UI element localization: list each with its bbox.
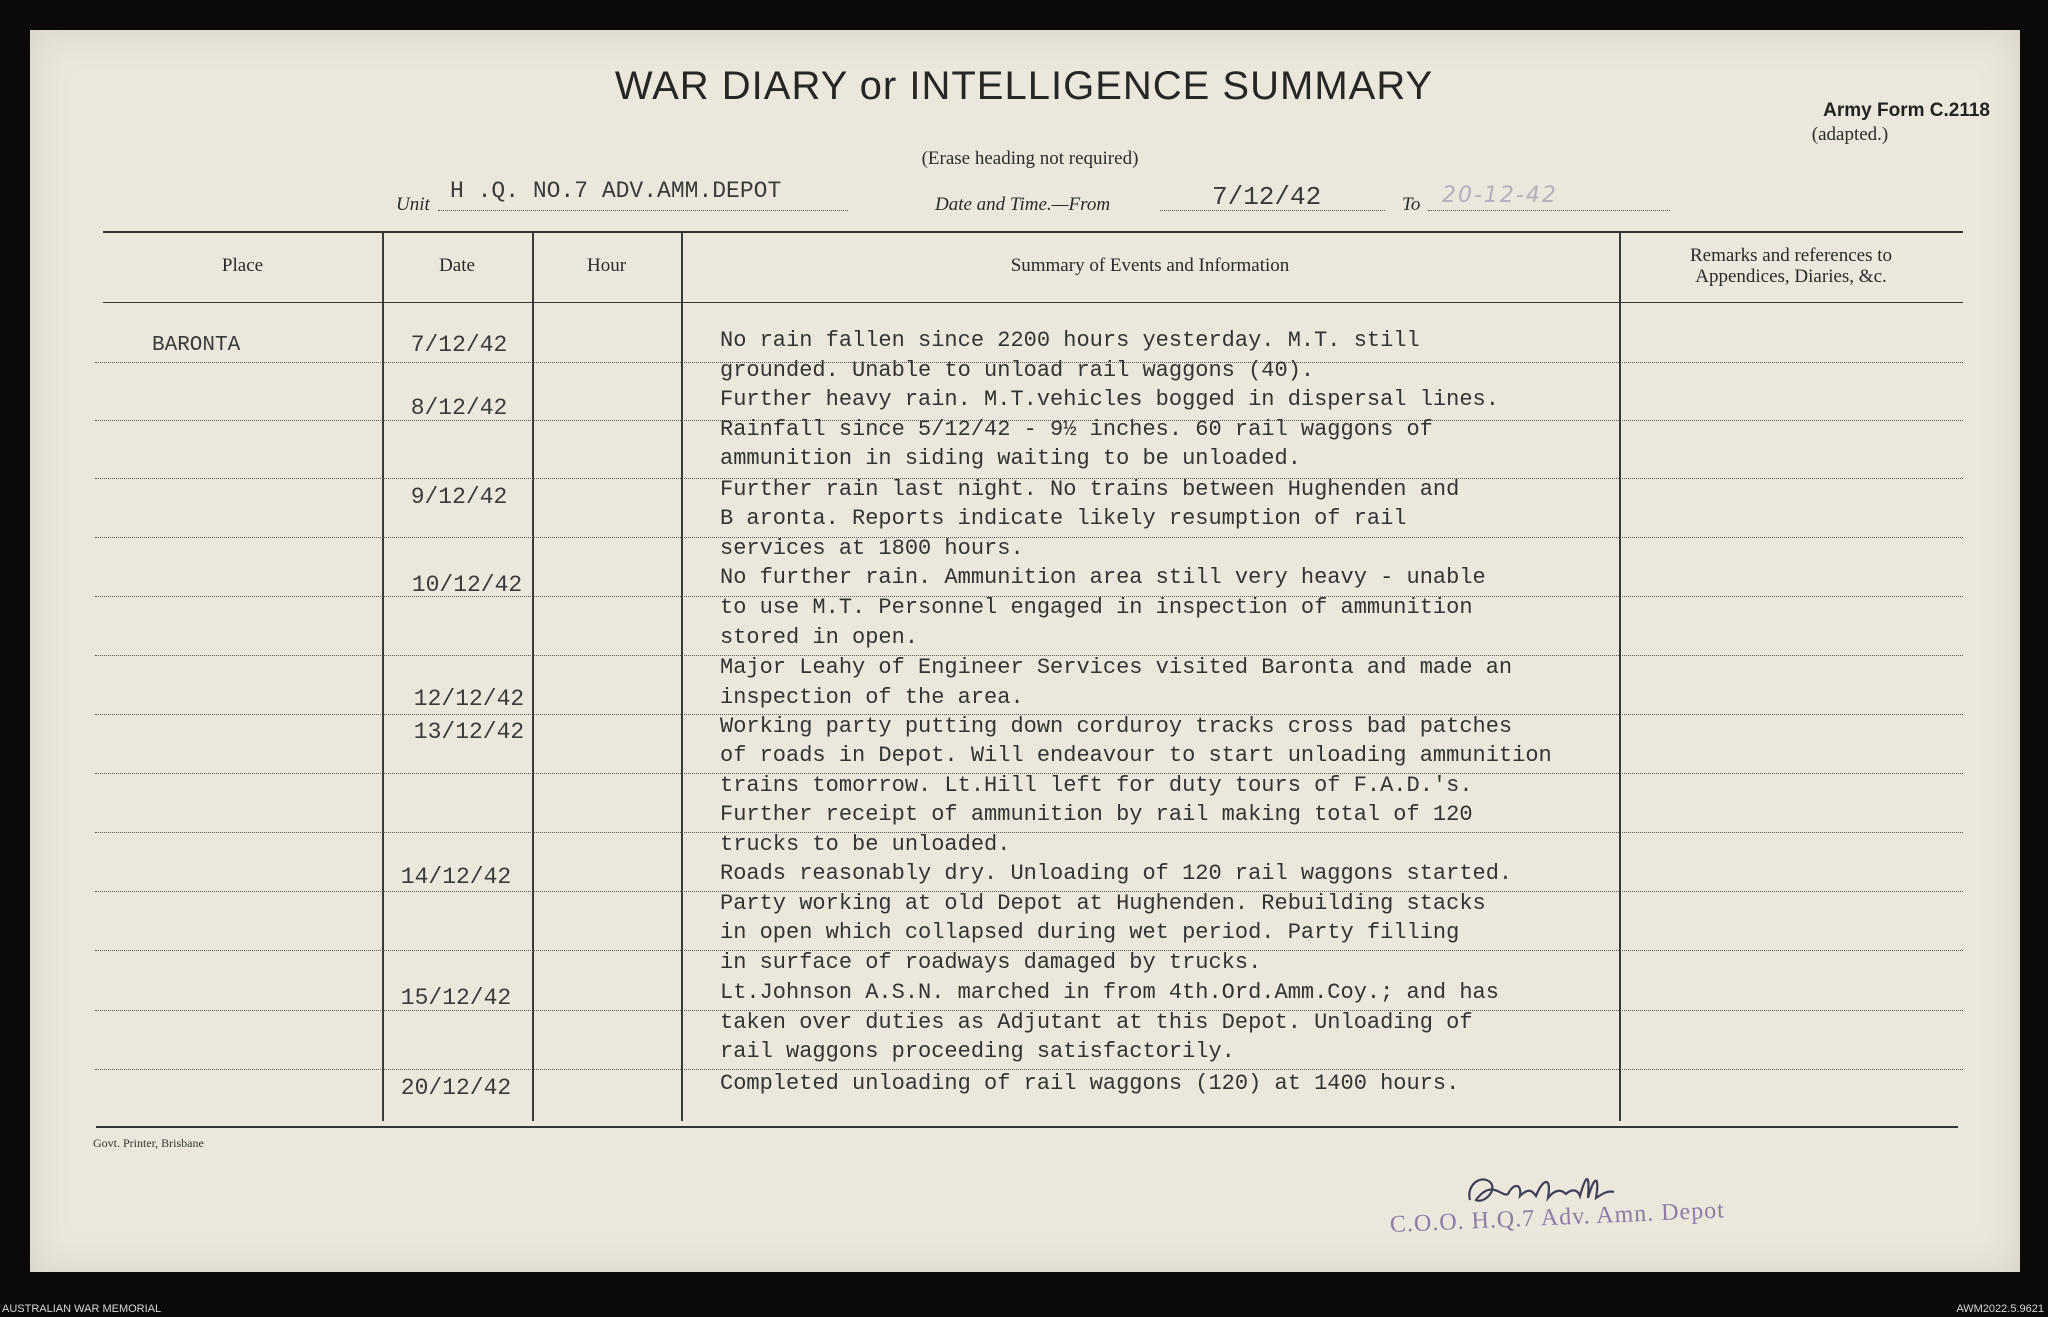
summary-line: inspection of the area. [720, 685, 1024, 710]
col-header-place: Place [221, 255, 264, 276]
col-header-date: Date [439, 255, 475, 276]
summary-line: No further rain. Ammunition area still very heavy - unable [720, 565, 1486, 590]
to-underline [1428, 210, 1670, 211]
summary-line: Further rain last night. No trains between Hughenden and [720, 477, 1460, 502]
form-number: Army Form C.2118 [1823, 100, 1990, 121]
summary-line: grounded. Unable to unload rail waggons (40). [720, 358, 1315, 383]
summary-line: rail waggons proceeding satisfactorily. [720, 1039, 1235, 1064]
summary-line: Party working at old Depot at Hughenden. Rebuilding stacks [720, 891, 1486, 916]
summary-line: B aronta. Reports indicate likely resumption of rail [720, 506, 1407, 531]
row-rule [95, 832, 1963, 833]
col-divider-hour [681, 231, 683, 1121]
summary-line: Further receipt of ammunition by rail making total of 120 [720, 802, 1473, 827]
entry-date: 10/12/42 [411, 572, 523, 598]
form-adapted-note: (adapted.) [1811, 124, 1889, 145]
row-rule [95, 537, 1963, 538]
summary-line: No rain fallen since 2200 hours yesterday. M.T. still [720, 328, 1420, 353]
col-divider-date [532, 231, 534, 1121]
summary-line: ammunition in siding waiting to be unloaded. [720, 446, 1301, 471]
entry-date: 9/12/42 [410, 484, 508, 510]
summary-line: of roads in Depot. Will endeavour to start unloading ammunition [720, 743, 1552, 768]
summary-line: trucks to be unloaded. [720, 832, 1011, 857]
summary-line: Working party putting down corduroy tracks cross bad patches [720, 714, 1513, 739]
to-label: To [1402, 194, 1421, 215]
printer-imprint: Govt. Printer, Brisbane [93, 1136, 204, 1150]
summary-line: Completed unloading of rail waggons (120) at 1400 hours. [720, 1071, 1460, 1096]
archive-credit: AUSTRALIAN WAR MEMORIAL [2, 1303, 162, 1315]
col-header-summary: Summary of Events and Information [1010, 255, 1290, 276]
summary-line: Major Leahy of Engineer Services visited Baronta and made an [720, 655, 1513, 680]
entry-date: 20/12/42 [400, 1075, 512, 1101]
unit-stamp: C.O.O. H.Q.7 Adv. Amn. Depot [1389, 1197, 1726, 1238]
unit-label: Unit [396, 194, 430, 215]
place-value: BARONTA [152, 334, 241, 357]
row-rule [95, 1069, 1963, 1070]
entry-date: 13/12/42 [413, 719, 525, 745]
col-header-hour: Hour [586, 255, 627, 276]
summary-line: to use M.T. Personnel engaged in inspection of ammunition [720, 595, 1473, 620]
erase-note: (Erase heading not required) [921, 148, 1139, 169]
summary-line: in surface of roadways damaged by trucks. [720, 950, 1262, 975]
summary-line: Roads reasonably dry. Unloading of 120 rail waggons started. [720, 861, 1513, 886]
entry-date: 8/12/42 [410, 395, 508, 421]
unit-value: H .Q. NO.7 ADV.AMM.DEPOT [450, 178, 782, 204]
date-time-label: Date and Time.—From [935, 194, 1111, 215]
summary-line: trains tomorrow. Lt.Hill left for duty tours of F.A.D.'s. [720, 773, 1473, 798]
document-title: WAR DIARY or INTELLIGENCE SUMMARY [614, 64, 1434, 108]
summary-line: Rainfall since 5/12/42 - 9½ inches. 60 rail waggons of [720, 417, 1433, 442]
summary-line: services at 1800 hours. [720, 536, 1024, 561]
summary-line: Lt.Johnson A.S.N. marched in from 4th.Ord.Amm.Coy.; and has [720, 980, 1499, 1005]
to-date-value: 20-12-42 [1442, 183, 1558, 208]
summary-line: stored in open. [720, 625, 919, 650]
archive-reference: AWM2022.5.9621 [1956, 1303, 2044, 1315]
entry-date: 15/12/42 [400, 985, 512, 1011]
col-header-remarks: Remarks and references to Appendices, Diaries, &c. [1689, 245, 1893, 287]
entry-date: 7/12/42 [410, 332, 508, 358]
summary-line: Further heavy rain. M.T.vehicles bogged in dispersal lines. [720, 387, 1499, 412]
entry-date: 12/12/42 [413, 686, 525, 712]
table-bottom-rule [96, 1126, 1958, 1128]
entry-date: 14/12/42 [400, 864, 512, 890]
unit-underline [438, 210, 848, 211]
summary-line: in open which collapsed during wet period. Party filling [720, 920, 1460, 945]
summary-line: taken over duties as Adjutant at this Depot. Unloading of [720, 1010, 1473, 1035]
col-divider-summary [1619, 231, 1621, 1121]
from-date-value: 7/12/42 [1212, 182, 1322, 212]
